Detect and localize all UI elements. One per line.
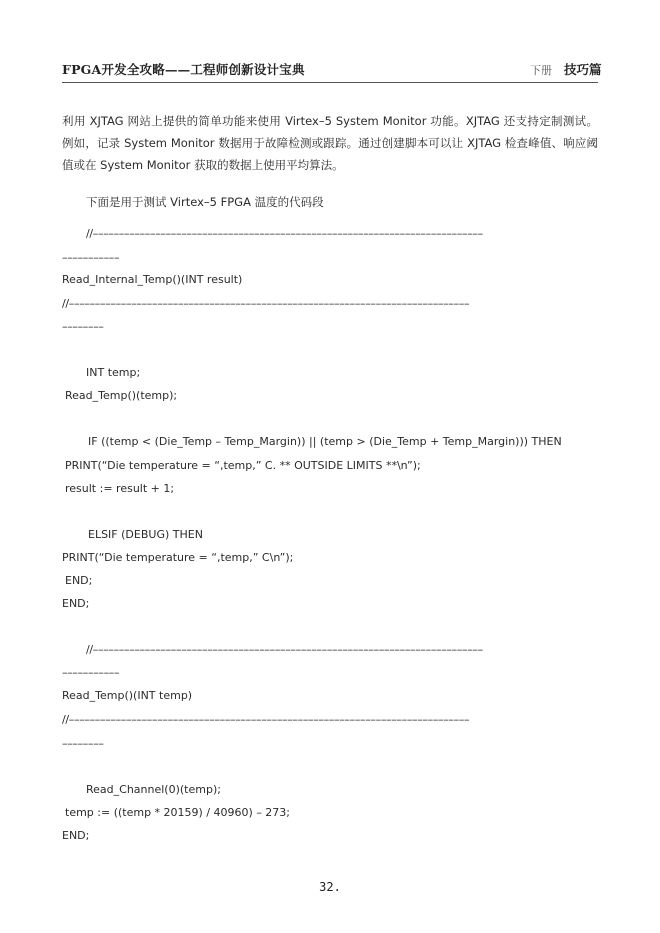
code-increment: result := result + 1; xyxy=(65,482,175,495)
code-separator-cont: ––––––––––– xyxy=(62,666,120,679)
code-read-call: Read_Temp()(temp); xyxy=(65,389,178,402)
code-func2-signature: Read_Temp()(INT temp) xyxy=(62,689,193,702)
volume-label: 下册 xyxy=(530,64,552,77)
code-end-if: END; xyxy=(65,574,93,587)
code-separator-cont: –––––––– xyxy=(62,320,104,333)
code-separator-cont: ––––––––––– xyxy=(62,251,120,264)
code-declaration: INT temp; xyxy=(86,366,141,379)
code-separator: //––––––––––––––––––––––––––––––––––––––––––––––––––––––––––––––––––––––––––– xyxy=(86,643,483,656)
code-func1-signature: Read_Internal_Temp()(INT result) xyxy=(62,273,243,286)
code-separator: //––––––––––––––––––––––––––––––––––––––––––––––––––––––––––––––––––––––––––––– xyxy=(62,713,470,726)
book-title: FPGA开发全攻略——工程师创新设计宝典 xyxy=(62,62,305,77)
code-print-outside: PRINT(“Die temperature = “,temp,” C. ** OUTSIDE LIMITS **\n”); xyxy=(65,459,421,472)
code-print-debug: PRINT(“Die temperature = “,temp,” C\n”); xyxy=(62,551,294,564)
code-end-func2: END; xyxy=(62,829,90,842)
page-number: 32. xyxy=(319,880,341,894)
intro-paragraph: 利用 XJTAG 网站上提供的简单功能来使用 Virtex–5 System Monitor 功能。XJTAG 还支持定制测试。例如，记录 System Monitor 数据用于故障检测或跟踪。通过创建脚本可以让 XJTAG 检查峰值、响应阈值或在 System Monitor 获取的数据上使用平均算法。 xyxy=(62,114,598,172)
section-label: 技巧篇 xyxy=(564,62,602,77)
code-convert: temp := ((temp * 20159) / 40960) – 273; xyxy=(65,806,291,819)
code-end-func1: END; xyxy=(62,597,90,610)
code-separator: //––––––––––––––––––––––––––––––––––––––––––––––––––––––––––––––––––––––––––– xyxy=(86,227,483,240)
intro-caption: 下面是用于测试 Virtex–5 FPGA 温度的代码段 xyxy=(86,195,324,209)
code-if-condition: IF ((temp < (Die_Temp – Temp_Margin)) || (temp > (Die_Temp + Temp_Margin))) THEN xyxy=(88,435,562,448)
code-separator-cont: –––––––– xyxy=(62,737,104,750)
header-divider xyxy=(62,82,598,83)
code-read-channel: Read_Channel(0)(temp); xyxy=(86,783,221,796)
code-elsif: ELSIF (DEBUG) THEN xyxy=(88,528,203,541)
code-separator: //––––––––––––––––––––––––––––––––––––––––––––––––––––––––––––––––––––––––––––– xyxy=(62,297,470,310)
